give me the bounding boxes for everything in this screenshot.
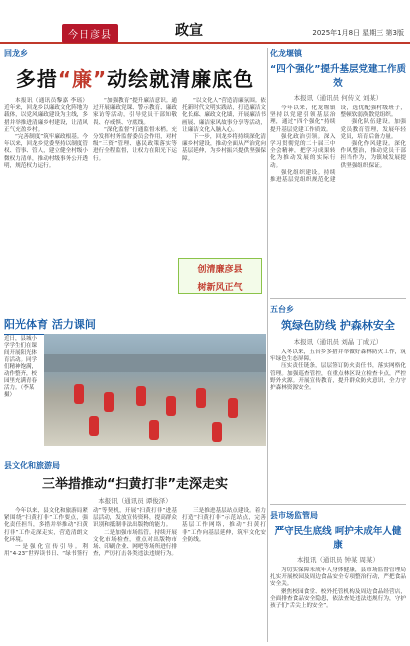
paragraph: “深化监督”打通监督末梢。充分发挥村务监督委员会作用，对村级“三资”管理、惠民政策落实等进行全程监督，让权力在阳光下运行。 bbox=[93, 126, 177, 162]
column-divider bbox=[267, 48, 268, 642]
bottom-kicker: 县文化和旅游局 bbox=[4, 461, 60, 470]
students-exercise-photo bbox=[44, 334, 266, 446]
section-divider bbox=[270, 298, 406, 299]
paragraph: 为切实保障未成年人身体健康，县市场监督管理局扎实开展校园及周边食品安全专项整治行动，严把食品安全关。 bbox=[270, 567, 406, 588]
right-top-headline: “四个强化”提升基层党建工作质效 bbox=[270, 64, 406, 89]
masthead bbox=[0, 0, 410, 44]
photo-figure bbox=[89, 416, 99, 436]
lead-kicker: 回龙乡 bbox=[4, 49, 28, 58]
paragraph: 今年以来，县文化和旅游局紧紧围绕“扫黄打非”工作要点，强化责任担当，多措并举推动“扫黄打非”工作走深走实，营造清朗文化环境。 bbox=[4, 508, 88, 543]
bottom-headline: 三举措推动“扫黄打非”走深走实 bbox=[41, 477, 229, 492]
right-middle-kicker: 五台乡 bbox=[270, 305, 294, 314]
paragraph: 今年以来，化龙堰镇坚持以党建引领基层治理，通过“四个强化”持续提升基层党建工作质效。 bbox=[270, 105, 336, 133]
bottom-byline: 本报讯（通讯员 谭俊泽） bbox=[98, 497, 172, 505]
paragraph: 一是强化宣传引导。利用“4·23”世界读书日、“绿书签行动”等契机，开展“扫黄打非”进基层活动，发放宣传资料，提高群众识别和抵制非法出版物的能力。 bbox=[4, 508, 177, 558]
bottom-story bbox=[4, 460, 266, 646]
right-middle-body bbox=[270, 349, 406, 499]
photo-figure bbox=[149, 420, 159, 440]
paragraph: “以文化人”营造清廉氛围。依托新时代文明实践站，打造廉洁文化长廊、廉政文化墙，开展廉洁书画展、廉洁家风故事分享等活动，让廉洁文化入脑入心。 bbox=[182, 98, 266, 133]
photo-figure bbox=[212, 422, 222, 442]
photo-building bbox=[44, 354, 266, 372]
photo-figure bbox=[74, 384, 84, 404]
right-top-kicker: 化龙堰镇 bbox=[270, 49, 302, 58]
paragraph: “加强教育”提升廉洁意识。通过开展廉政党课、警示教育、廉政家访等活动，引导党员干部知敬畏、存戒惧、守底线。 bbox=[93, 98, 177, 126]
right-bottom-headline: 严守民生底线 呵护未成年人健康 bbox=[274, 526, 402, 551]
photo-figure bbox=[166, 396, 176, 416]
paragraph: 三是推进基层站点建设。着力打造“扫黄打非”示范站点，完善基层工作网络，推动“扫黄打非”工作向基层延伸，筑牢文化安全防线。 bbox=[182, 508, 266, 543]
right-column bbox=[270, 48, 406, 646]
clean-government-banner: 创清廉彦县 树新风正气 bbox=[178, 258, 262, 294]
paragraph: 强化作风建设。深化作风整治，推动党员干部担当作为，为镇域发展提供坚强组织保证。 bbox=[340, 141, 406, 169]
paragraph: 强化组织建设。持续推进基层党组织规范化建设，选优配强村级班子，整顿软弱涣散党组织。 bbox=[270, 105, 406, 184]
right-middle-byline: 本报讯（通讯员 刘晶 丁成元） bbox=[293, 338, 383, 346]
right-bottom-body bbox=[270, 567, 406, 646]
paragraph: 下一步，回龙乡将持续深化清廉乡村建设，推动全面从严治党向基层延伸，为乡村振兴提供坚强保障。 bbox=[182, 134, 266, 162]
paragraph: 强化队伍建设。加强党员教育管理，发展年轻党员，培育后备力量。 bbox=[340, 119, 406, 140]
section-title: 政宣 bbox=[175, 23, 203, 39]
right-middle-headline: 筑绿色防线 护森林安全 bbox=[281, 319, 395, 332]
newspaper-logo: 今日彦县 bbox=[62, 24, 118, 43]
photo-figure bbox=[104, 392, 114, 412]
paragraph: 本报讯（通讯员黎嘉 李瑶）近年来，回龙乡以廉政文化阵地为载体，以党风廉政建设为主线，多措并举推进清廉乡村建设，让清风正气充盈乡村。 bbox=[4, 98, 88, 133]
photo-figure bbox=[228, 398, 238, 418]
photo-figure bbox=[136, 386, 146, 406]
paragraph: “完善制度”筑牢廉政根基。今年以来，回龙乡党委坚持以制度管权、管事、管人，建立健全村级小微权力清单，推动村级事务公开透明，规范权力运行。 bbox=[4, 134, 88, 169]
paragraph: 强化政治引领。深入学习贯彻党的二十届三中全会精神，把学习成果转化为推动发展的实际行动。 bbox=[270, 133, 336, 169]
photo-band-title: 阳光体育 活力课间 bbox=[4, 316, 266, 335]
lead-headline: 多措“廉”动绘就清廉底色 bbox=[15, 67, 255, 91]
right-top-byline: 本报讯（通讯员 何传义 刘某） bbox=[293, 94, 383, 102]
paragraph: 入冬以来，五台乡多措并举做好森林防火工作，筑牢绿色生态屏障。 bbox=[270, 349, 406, 363]
bottom-body bbox=[4, 508, 266, 646]
paragraph: 聚焦校园食堂、校外托管机构及周边食品经营店，全面排查食品安全隐患，依法查处违法违规行为，守护孩子们“舌尖上的安全”。 bbox=[270, 588, 406, 610]
paragraph: 二是加强市场监管。持续开展文化市场检查，重点对出版物市场、印刷企业、网吧等场所进行排查，严厉打击各类违法违规行为。 bbox=[93, 529, 177, 558]
photo-caption: 近日，县城小学学生们在课间开展阳光体育活动。同学们精神饱满，动作整齐，校园里充满青春活力。（李某 摄） bbox=[4, 336, 38, 398]
issue-info: 2025年1月8日 星期三 第3版 bbox=[312, 29, 404, 37]
right-top-body bbox=[270, 105, 406, 293]
photo-figure bbox=[196, 388, 206, 408]
paragraph: 压实责任链条，层层签订防火责任书，落实网格化管理。加强巡查管控，在重点林区设立检查卡点，严控野外火源。开展宣传教育，提升群众防火意识，全力守护森林资源安全。 bbox=[270, 363, 406, 392]
section-divider bbox=[270, 504, 406, 505]
right-bottom-kicker: 县市场监管局 bbox=[270, 511, 318, 520]
right-bottom-byline: 本报讯（通讯员 钟某 周某） bbox=[296, 556, 380, 564]
